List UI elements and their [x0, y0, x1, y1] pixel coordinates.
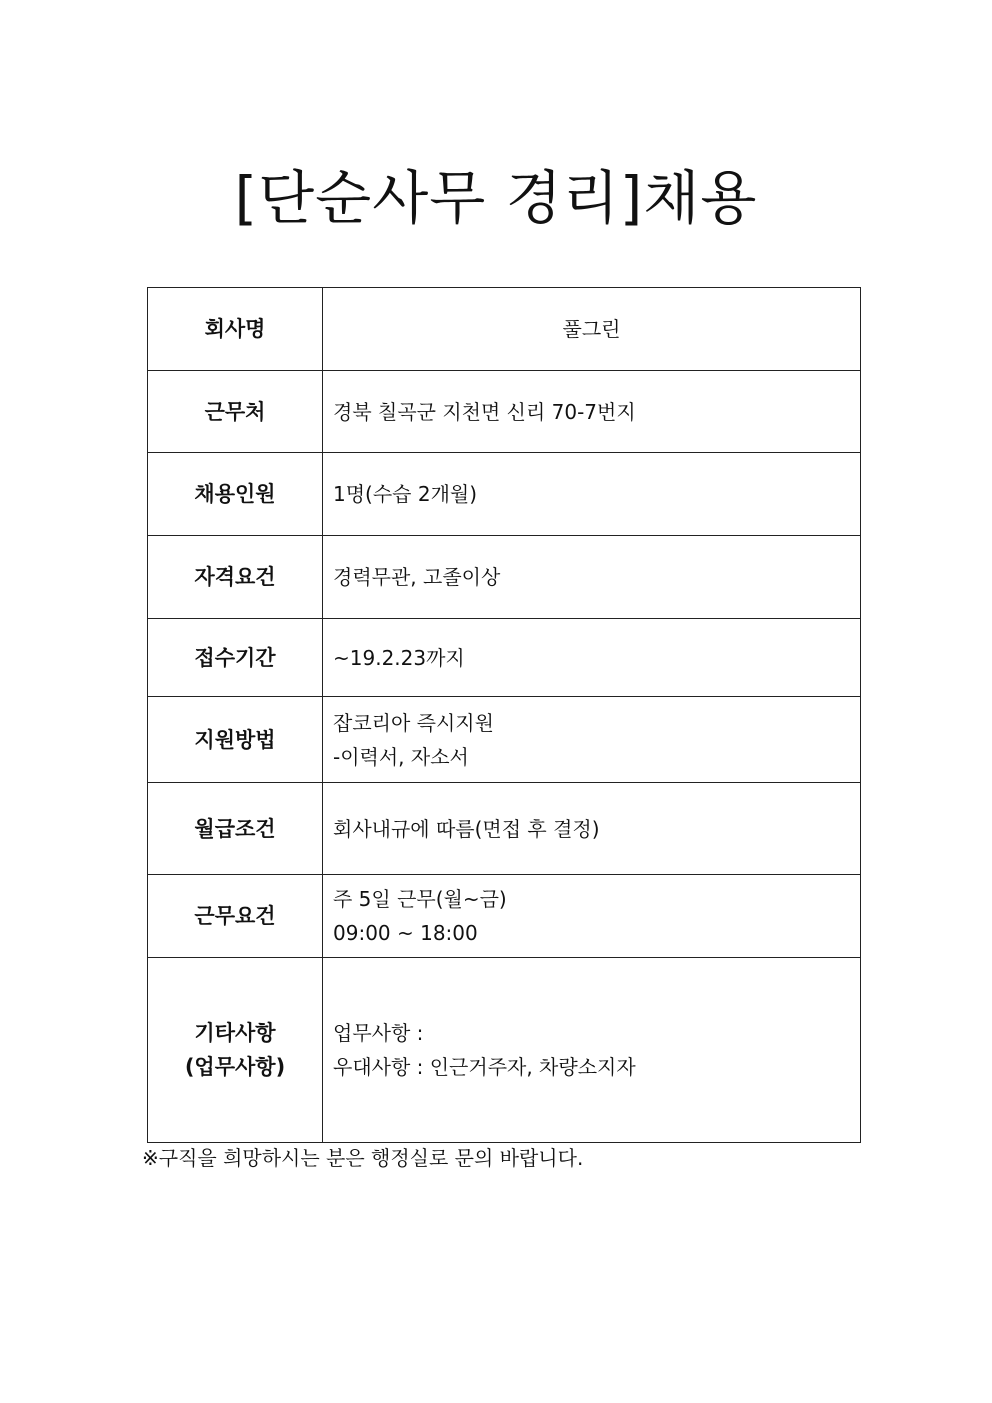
label-application-period — [148, 619, 323, 697]
value-salary — [323, 783, 861, 875]
label-qualifications — [148, 536, 323, 619]
table-row-headcount — [148, 453, 861, 536]
value-text: 경력무관, 고졸이상 — [333, 565, 501, 589]
value-text: 회사내규에 따름(면접 후 결정) — [333, 816, 600, 841]
label-application-method — [148, 697, 323, 783]
label-text: 자격요건 — [194, 565, 276, 589]
label-headcount — [148, 453, 323, 536]
value-other-notes — [323, 958, 861, 1143]
value-line: 업무사항 : — [333, 1021, 424, 1045]
table-row-salary — [148, 783, 861, 875]
value-work-conditions — [323, 875, 861, 958]
value-text: ~19.2.23까지 — [333, 645, 465, 670]
value-headcount — [323, 453, 861, 536]
value-text: 1명(수습 2개월) — [333, 482, 478, 506]
table-row-other-notes — [148, 958, 861, 1143]
table-row-application-method — [148, 697, 861, 783]
label-salary — [148, 783, 323, 875]
value-line: -이력서, 자소서 — [333, 744, 469, 769]
table-row-work-conditions — [148, 875, 861, 958]
table-row-company-name — [148, 288, 861, 371]
label-text: 지원방법 — [194, 727, 276, 752]
footnote: ※구직을 희망하시는 분은 행정실로 문의 바랍니다. — [142, 1146, 584, 1170]
value-line: 09:00 ~ 18:00 — [333, 921, 478, 945]
table-row-qualifications — [148, 536, 861, 619]
label-text: 근무요건 — [194, 904, 276, 928]
label-workplace — [148, 371, 323, 453]
label-other-notes — [148, 958, 323, 1143]
value-qualifications — [323, 536, 861, 619]
label-work-conditions — [148, 875, 323, 958]
value-text: 경북 칠곡군 지천면 신리 70-7번지 — [333, 399, 636, 424]
label-line: 기타사항 — [194, 1021, 276, 1045]
value-workplace — [323, 371, 861, 453]
label-text: 채용인원 — [194, 482, 276, 506]
label-line: (업무사항) — [184, 1055, 286, 1079]
value-application-period — [323, 619, 861, 697]
table-row-application-period — [148, 619, 861, 697]
label-text: 회사명 — [204, 317, 266, 341]
table-row-workplace — [148, 371, 861, 453]
value-line: 잡코리아 즉시지원 — [333, 710, 494, 735]
value-text: 풀그린 — [562, 317, 621, 341]
label-text: 접수기간 — [194, 645, 276, 670]
label-text: 근무처 — [204, 399, 266, 424]
label-company-name — [148, 288, 323, 371]
page-title: [단순사무 경리]채용 — [234, 164, 758, 232]
value-line: 우대사항 : 인근거주자, 차량소지자 — [333, 1055, 636, 1079]
value-company-name — [323, 288, 861, 371]
recruitment-info-table — [147, 287, 861, 1143]
label-text: 월급조건 — [194, 816, 276, 841]
value-line: 주 5일 근무(월~금) — [333, 887, 507, 911]
value-application-method — [323, 697, 861, 783]
